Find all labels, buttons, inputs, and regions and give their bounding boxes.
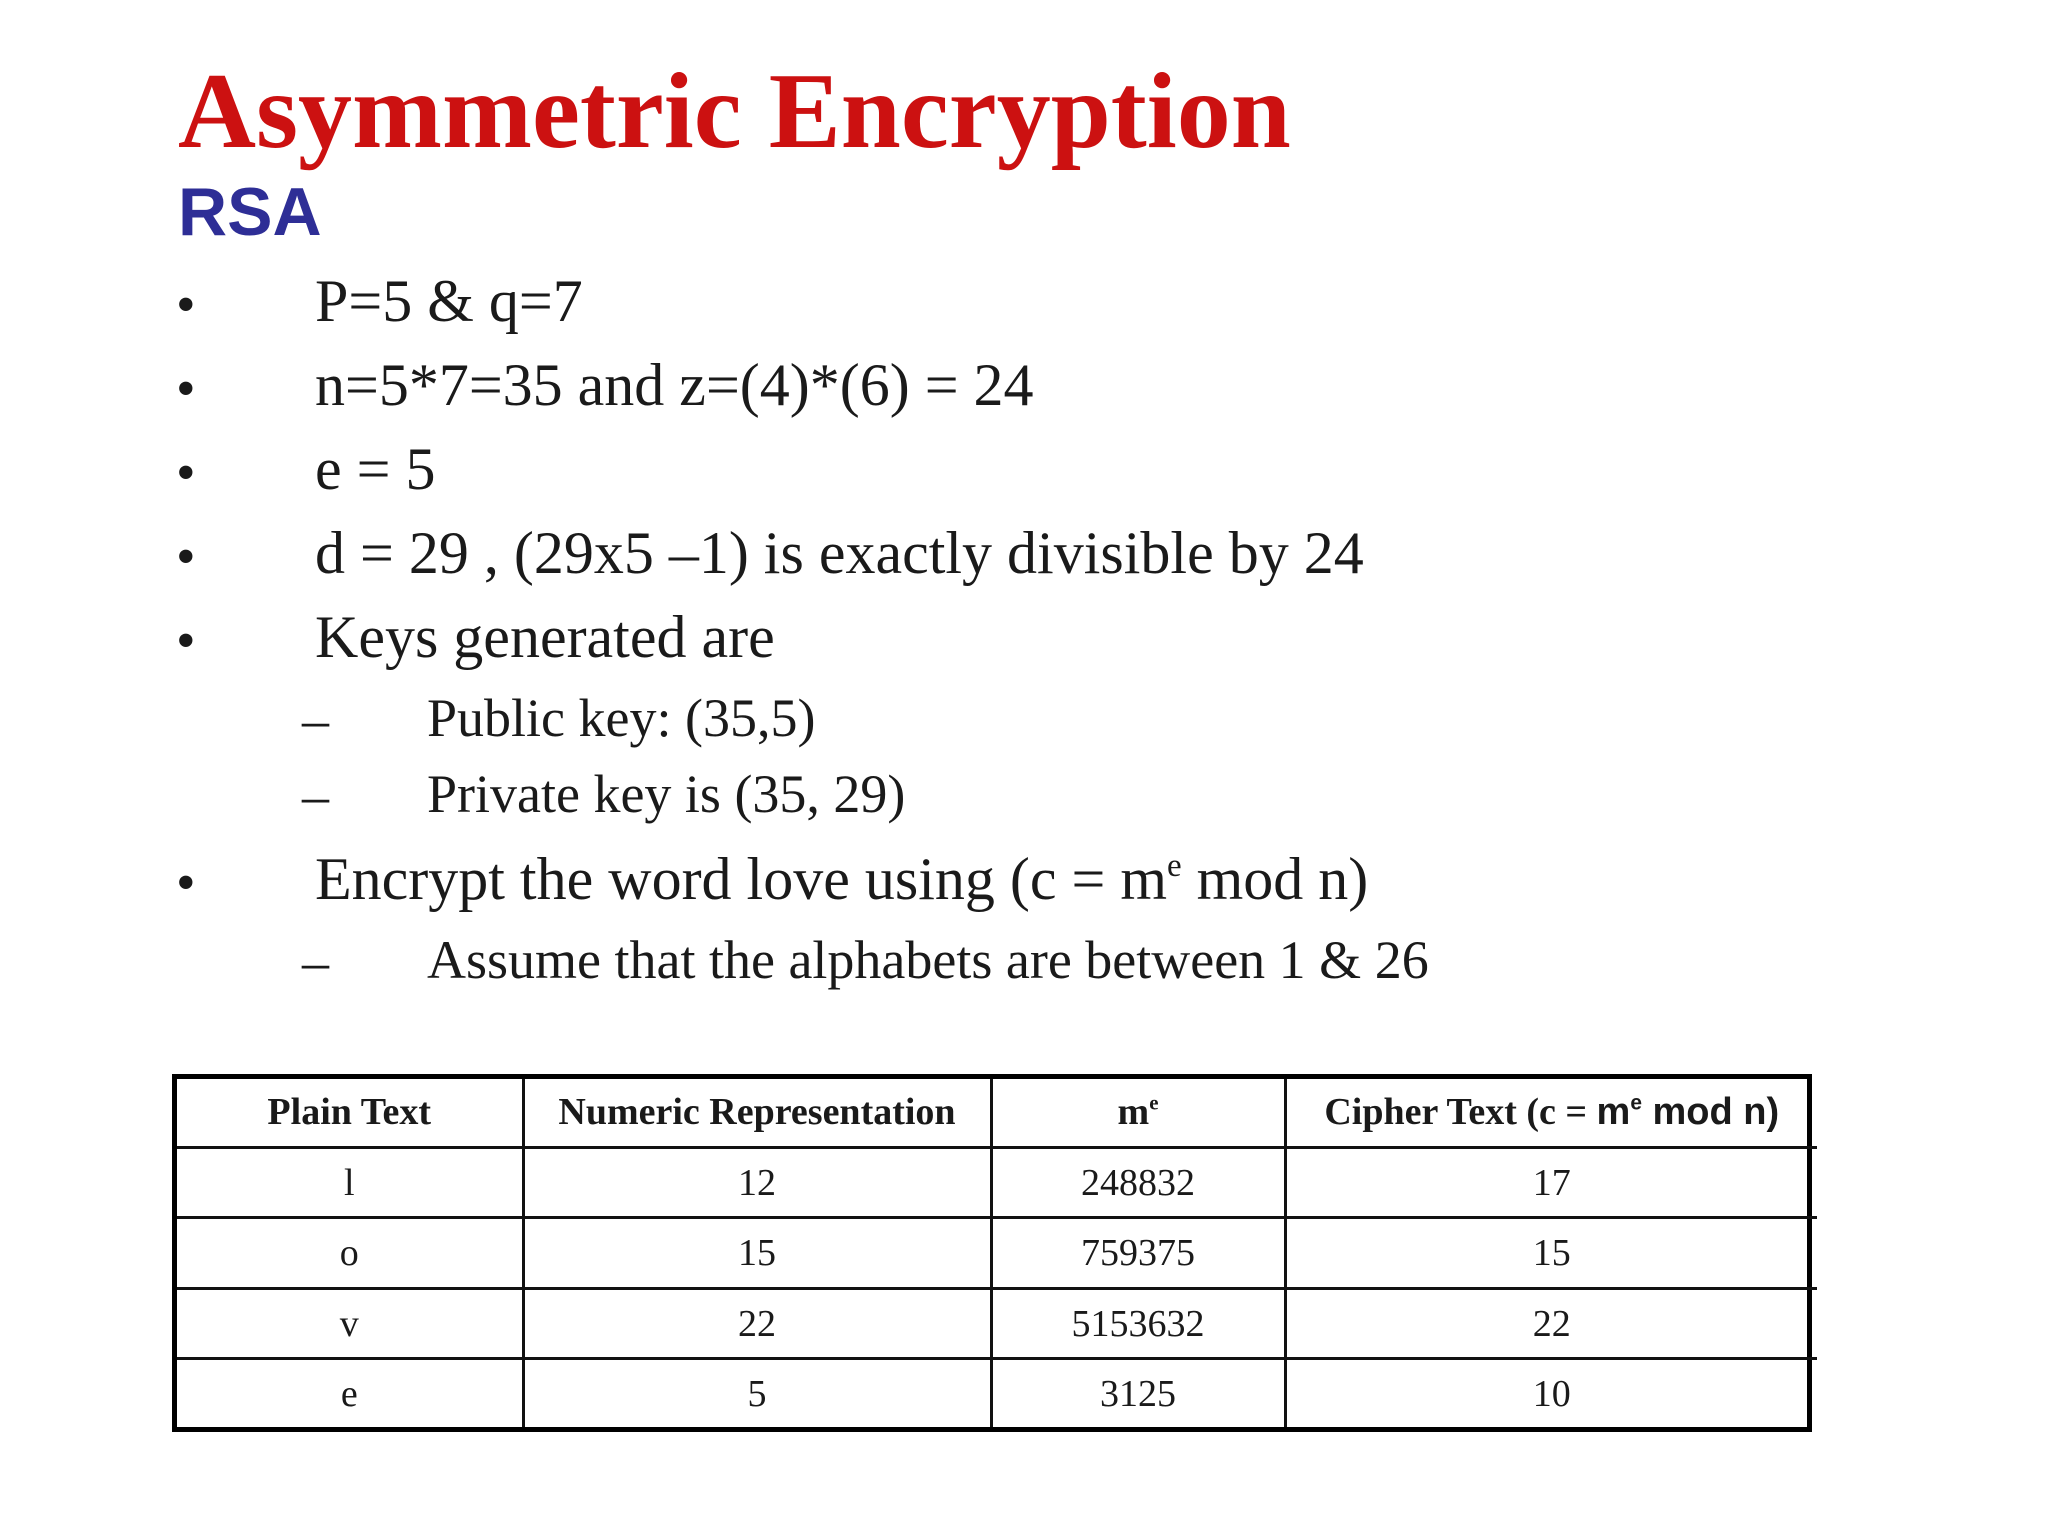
bullet-marker: •	[176, 442, 196, 504]
table-row	[177, 1359, 1817, 1427]
slide-subtitle: RSA	[178, 174, 322, 250]
cell-numeric: 12	[523, 1147, 991, 1218]
sub-bullet-public-key: Public key: (35,5)	[427, 688, 816, 748]
cell-m-power-e: 759375	[991, 1218, 1285, 1289]
table-row	[177, 1218, 1817, 1289]
bullet-marker: •	[176, 610, 196, 672]
encrypt-exponent: e	[1166, 847, 1182, 884]
header-numeric-representation: Numeric Representation	[523, 1079, 991, 1147]
cell-cipher: 17	[1285, 1147, 1817, 1218]
bullet-marker: •	[176, 358, 196, 420]
header-m-power-e: $m^e$	[991, 1079, 1285, 1147]
cell-cipher: 22	[1285, 1288, 1817, 1359]
bullet-d: d = 29 , (29x5 –1) is exactly divisible by 24	[315, 520, 1364, 586]
bullet-marker: •	[176, 274, 196, 336]
bullet-marker: •	[176, 852, 196, 914]
cell-plain: v	[177, 1288, 523, 1359]
encrypt-text-before: Encrypt the word love using (c = m	[315, 846, 1167, 912]
dash-marker: –	[302, 766, 329, 826]
dash-marker: –	[302, 932, 329, 992]
sub-bullet-private-key: Private key is (35, 29)	[427, 764, 906, 824]
encryption-table	[172, 1074, 1812, 1432]
cell-cipher: 15	[1285, 1218, 1817, 1289]
cell-plain: o	[177, 1218, 523, 1289]
table-row	[177, 1147, 1817, 1218]
cell-numeric: 5	[523, 1359, 991, 1427]
cell-plain: e	[177, 1359, 523, 1427]
cell-m-power-e: 3125	[991, 1359, 1285, 1427]
table-row	[177, 1288, 1817, 1359]
bullet-keys: Keys generated are	[315, 604, 775, 670]
slide-title: Asymmetric Encryption	[178, 52, 1291, 171]
header-cipher-text: Cipher Text ($c = m^e$ mod n)	[1285, 1079, 1817, 1147]
bullet-marker: •	[176, 526, 196, 588]
table-header-row	[177, 1079, 1817, 1147]
bullet-p-q: P=5 & q=7	[315, 268, 583, 334]
cell-cipher: 10	[1285, 1359, 1817, 1427]
cell-numeric: 15	[523, 1218, 991, 1289]
cell-plain: l	[177, 1147, 523, 1218]
dash-marker: –	[302, 690, 329, 750]
cell-m-power-e: 248832	[991, 1147, 1285, 1218]
bullet-n-z: n=5*7=35 and z=(4)*(6) = 24	[315, 352, 1034, 418]
cell-numeric: 22	[523, 1288, 991, 1359]
bullet-e: e = 5	[315, 436, 436, 502]
cell-m-power-e: 5153632	[991, 1288, 1285, 1359]
bullet-encrypt	[315, 844, 1368, 914]
sub-bullet-alphabet-range: Assume that the alphabets are between 1 & 26	[427, 930, 1429, 990]
encrypt-text-after: mod n)	[1181, 846, 1369, 912]
header-plain-text: Plain Text	[177, 1079, 523, 1147]
